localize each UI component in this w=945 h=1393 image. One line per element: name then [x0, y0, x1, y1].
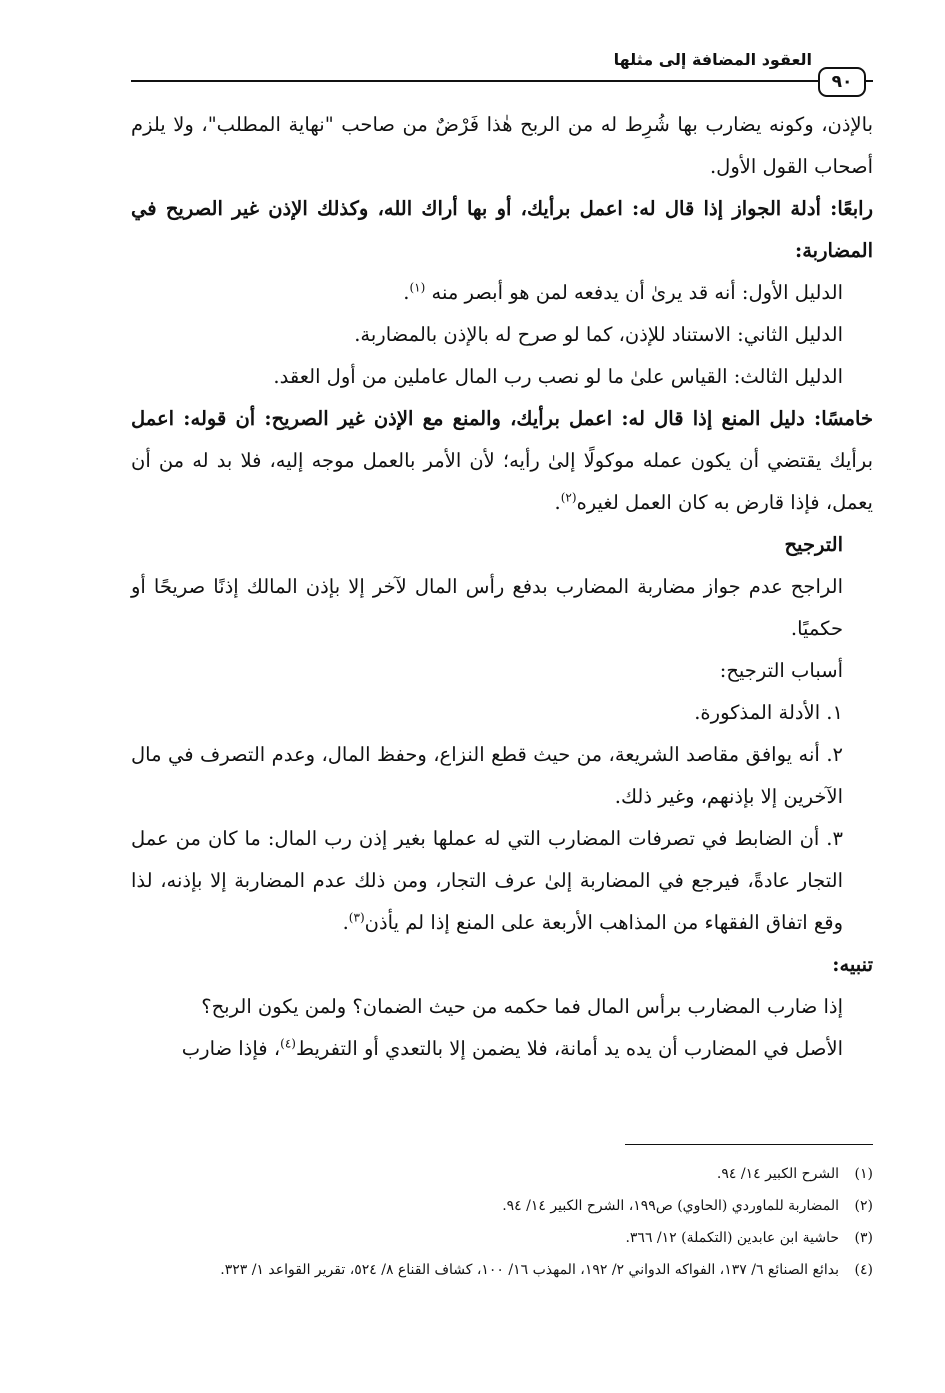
footnote-ref-1[interactable]: (١) [409, 280, 426, 295]
list-item-2: ٢. أنه يوافق مقاصد الشريعة، من حيث قطع النزاع، وحفظ المال، وعدم التصرف في مال الآخرين إلا بإذنهم، وغير ذلك. [131, 743, 843, 808]
evidence-1-end: . [403, 281, 410, 304]
footnote-number: (٢) [854, 1198, 873, 1214]
footnote-text: حاشية ابن عابدين (التكملة) ١٢/ ٣٦٦. [625, 1230, 839, 1246]
heading-asbab: أسباب الترجيح: [719, 659, 843, 682]
section-heading-fifth: خامسًا: دليل المنع إذا قال له: اعمل برأيك، والمنع مع الإذن غير الصريح: أن قوله: اعمل [131, 407, 873, 430]
footnote-number: (٤) [854, 1262, 873, 1278]
footnote-rule [625, 1144, 873, 1145]
paragraph-fifth-text: برأيك يقتضي أن يكون عمله موكولًا إلىٰ رأيه؛ لأن الأمر بالعمل موجه إليه، فلا بد له من أن يعمل، فإذا قارض به كان العمل لغيره [131, 449, 873, 514]
evidence-1-text: الدليل الأول: أنه قد يرىٰ أن يدفعه لمن هو أبصر منه [431, 281, 843, 304]
paragraph-1: بالإذن، وكونه يضارب بها شُرِط له من الربح هٰذا فَرْضٌ من صاحب "نهاية المطلب"، ولا يلزم أصحاب القول الأول. [131, 113, 873, 178]
footnote-ref-2[interactable]: (٢) [560, 490, 577, 505]
list-item-3-text: ٣. أن الضابط في تصرفات المضارب التي له عملها بغير إذن رب المال: ما كان من عمل التجار عادةً، فيرجع في المضاربة إلىٰ عرف التجار، ومن ذلك عدم المضاربة إلا بإذنه، لذا وقع اتفاق الفقهاء من المذاهب الأربعة على المنع إذا لم يأذن [131, 827, 843, 934]
page-number: ٩٠ [818, 67, 866, 97]
evidence-2: الدليل الثاني: الاستناد للإذن، كما لو صرح له بالإذن بالمضاربة. [354, 323, 843, 346]
paragraph-question: إذا ضارب المضارب برأس المال فما حكمه من حيث الضمان؟ ولمن يكون الربح؟ [201, 995, 843, 1018]
paragraph-answer [131, 1028, 873, 1070]
main-text [131, 104, 873, 1070]
footnote-1 [131, 1158, 873, 1190]
list-item-3-end: . [342, 911, 349, 934]
footnote-3 [131, 1222, 873, 1254]
paragraph-fifth [131, 398, 873, 524]
heading-tarjih: الترجيح [784, 533, 843, 556]
footnotes [131, 1158, 873, 1286]
footnote-ref-3[interactable]: (٣) [348, 910, 365, 925]
footnote-text: المضاربة للماوردي (الحاوي) ص١٩٩، الشرح الكبير ١٤/ ٩٤. [502, 1198, 839, 1214]
evidence-1 [131, 272, 873, 314]
footnote-text: بدائع الصنائع ٦/ ١٣٧، الفواكه الدواني ٢/ ١٩٢، المهذب ١٦/ ١٠٠، كشاف القناع ٨/ ٥٢٤، تقرير القواعد ١/ ٣٢٣. [220, 1262, 839, 1278]
footnote-text: الشرح الكبير ١٤/ ٩٤. [716, 1166, 839, 1182]
header-rule [131, 80, 873, 82]
list-item-1: ١. الأدلة المذكورة. [694, 701, 843, 724]
evidence-3: الدليل الثالث: القياس علىٰ ما لو نصب رب المال عاملين من أول العقد. [273, 365, 843, 388]
footnote-2 [131, 1190, 873, 1222]
heading-tanbih: تنبيه: [832, 953, 873, 976]
paragraph-answer-end: ، فإذا ضارب [181, 1037, 281, 1060]
running-title: العقود المضافة إلى مثلها [613, 50, 812, 69]
footnote-number: (١) [854, 1166, 873, 1182]
paragraph-fifth-end: . [554, 491, 561, 514]
paragraph-tarjih: الراجح عدم جواز مضاربة المضارب بدفع رأس المال لآخر إلا بإذن المالك إذنًا صريحًا أو حكميًا. [131, 575, 843, 640]
footnote-ref-4[interactable]: (٤) [280, 1036, 296, 1051]
list-item-3 [131, 818, 873, 944]
section-heading-fourth: رابعًا: أدلة الجواز إذا قال له: اعمل برأيك، أو بها أراك الله، وكذلك الإذن غير الصريح في المضاربة: [131, 197, 873, 262]
paragraph-answer-text: الأصل في المضارب أن يده يد أمانة، فلا يضمن إلا بالتعدي أو التفريط [295, 1037, 843, 1060]
footnote-4 [131, 1254, 873, 1286]
footnote-number: (٣) [854, 1230, 873, 1246]
